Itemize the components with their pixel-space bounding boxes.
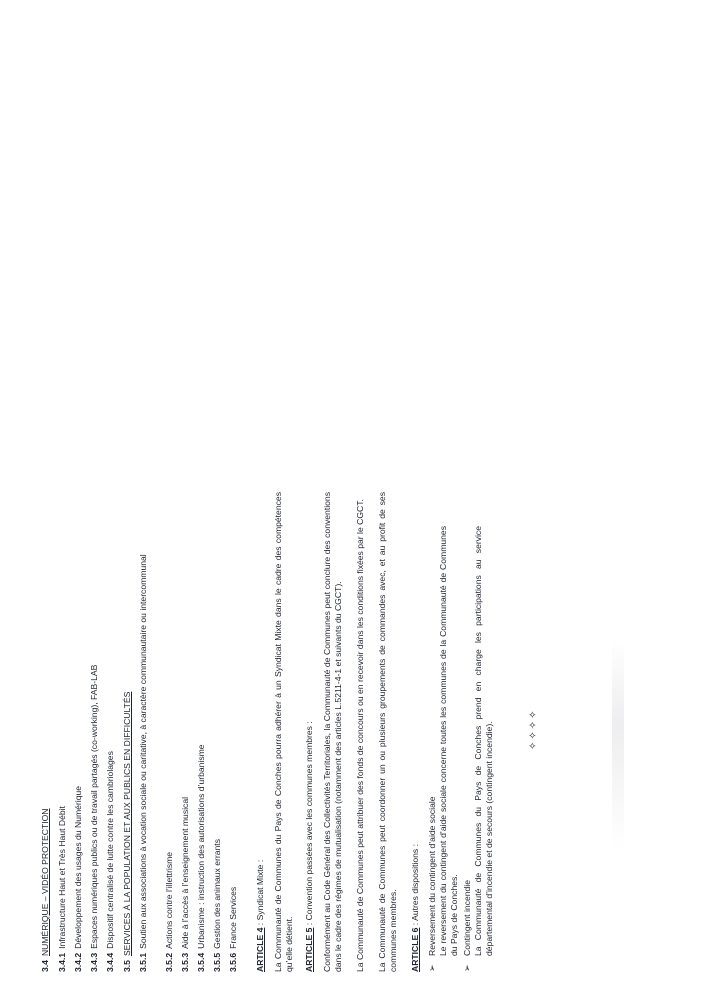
list-item: 3.4.2Développement des usages du Numérique — [73, 785, 83, 972]
article-5-paragraph-3: La Communauté de Communes peut coordonner un ou plusieurs groupements de commandes avec, et au profit de ses communes membres. — [377, 492, 398, 972]
article-6-bullet-1-text: Le reversement du contingent d’aide sociale concerne toutes les communes de la Communauté de Communes du Pays de Conches. — [438, 526, 459, 956]
list-item: 3.5.2Actions contre l’illettrisme — [164, 851, 174, 972]
list-item: 3.5.1Soutien aux associations à vocation sociale ou caritative, à caractère communautaire ou intercommunal — [138, 554, 148, 972]
article-4-body: La Communauté de Communes du Pays de Conches pourra adhérer à un Syndicat Mixte dans le cadre des compétences qu’elle détient. — [273, 492, 294, 972]
article-5-paragraph-2: La Communauté de Communes peut attribuer des fonds de concours ou en recevoir dans les conditions fixées par le CGCT. — [355, 499, 365, 972]
section-3-5-title: SERVICES À LA POPULATION ET AUX PUBLICS EN DIFFICULTÉS — [122, 691, 132, 957]
list-item: 3.5.5Gestion des animaux errants — [212, 839, 222, 972]
article-6-bullet-1-title: Reversement du contingent d’aide sociale — [427, 796, 437, 956]
section-3-4-heading: 3.4NUMÉRIQUE – VIDÉO PROTECTION — [40, 808, 50, 972]
article-6-bullet-2-text: La Communauté de Communes du Pays de Conches prend en charge les participations au service départemental d’incendie et de secours (contingent incendie). — [473, 526, 494, 956]
rotated-document — [40, 54, 600, 972]
arrow-bullet-icon: ➢ — [427, 964, 437, 972]
section-3-5-heading: 3.5SERVICES À LA POPULATION ET AUX PUBLICS EN DIFFICULTÉS — [122, 691, 132, 972]
list-item: 3.5.4Urbanisme : instruction des autorisations d’urbanisme — [196, 744, 206, 972]
list-item: 3.4.3Espaces numériques publics ou de travail partagés (co-working), FAB-LAB — [89, 664, 99, 972]
article-6-bullet-2-title: Contingent incendie — [462, 880, 472, 956]
scan-bleed-through — [612, 640, 624, 850]
ornament-stars: ✧✧✧✧ — [528, 708, 539, 750]
list-item: 3.4.1Infrastructure Haut et Très Haut Débit — [57, 806, 67, 972]
list-item: 3.4.4Dispositif centralisé de lutte contre les cambriolages — [105, 751, 115, 972]
article-6-heading: ARTICLE 6 : Autres dispositions : — [410, 844, 420, 972]
article-4-heading: ARTICLE 4 : Syndicat Mixte : — [255, 859, 265, 972]
section-3-4-title: NUMÉRIQUE – VIDÉO PROTECTION — [40, 808, 50, 957]
list-item: 3.5.6France Services — [228, 886, 238, 972]
article-5-paragraph-1: Conformément au Code Général des Collectivités Territoriales, la Communauté de Communes peut conclure des conventions dans le cadre des régimes de mutualisation (notamment des articles L.5211-4-1 et suivants du CGCT). — [322, 492, 343, 972]
article-5-heading: ARTICLE 5 : Convention passées avec les communes membres : — [304, 721, 314, 972]
arrow-bullet-icon: ➢ — [462, 964, 472, 972]
list-item: 3.5.3Aide à l’accès à l’enseignement musical — [180, 796, 190, 972]
